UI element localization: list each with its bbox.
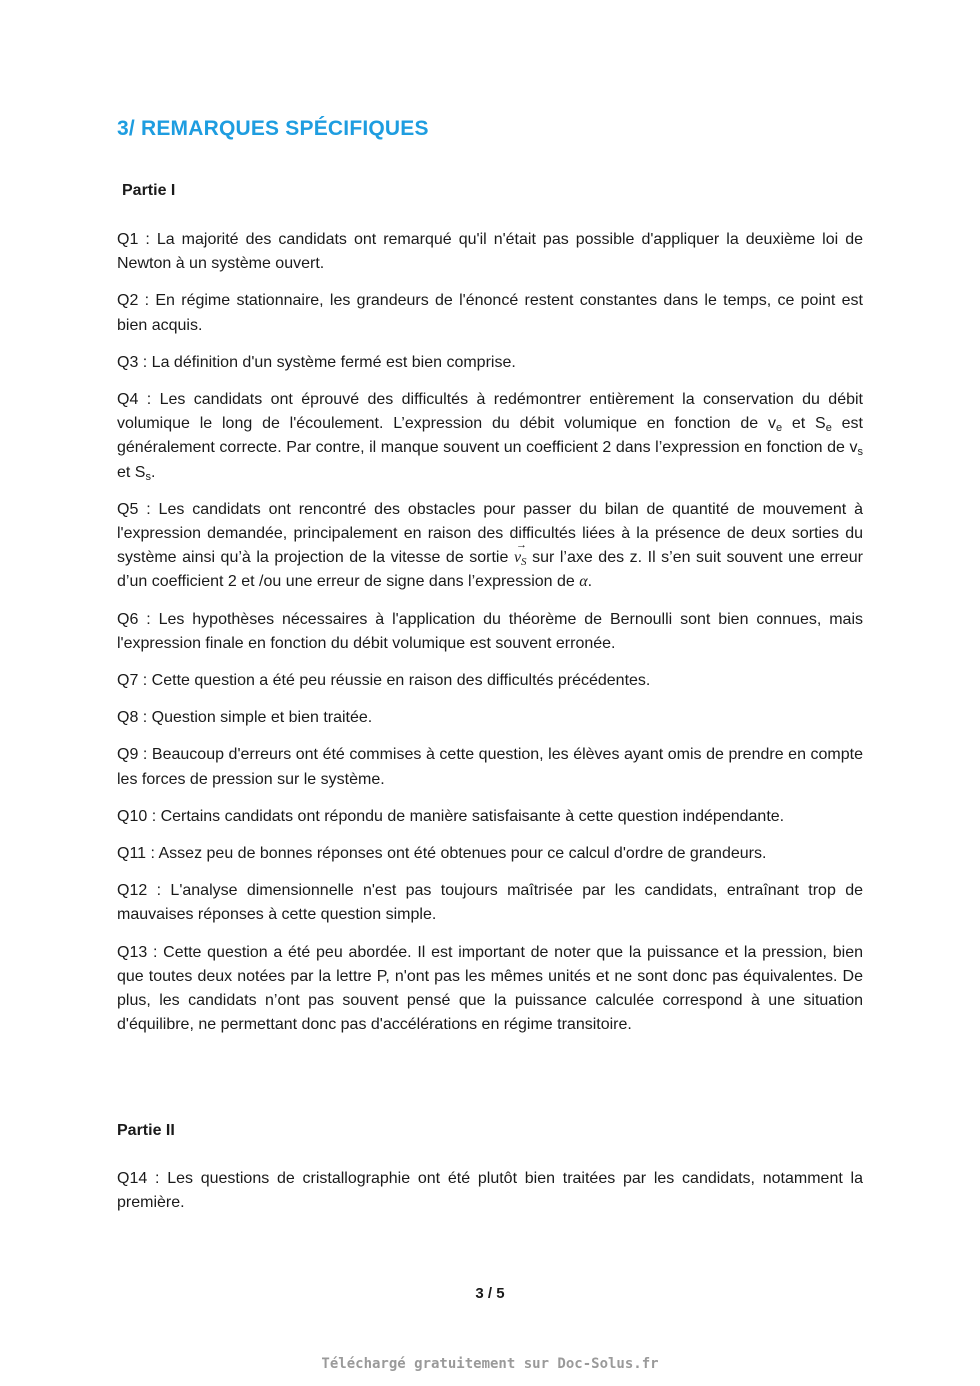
- page-number: 3 / 5: [475, 1285, 505, 1302]
- question-q11: Q11 : Assez peu de bonnes réponses ont été obtenues pour ce calcul d'ordre de grandeurs.: [117, 845, 767, 863]
- question-q8: Q8 : Question simple et bien traitée.: [117, 709, 373, 727]
- question-q6: Q6 : Les hypothèses nécessaires à l'application du théorème de Bernoulli sont bien connues, mais l'expression finale en fonction du débit volumique est souvent erronée.: [117, 610, 863, 652]
- question-q3: Q3 : La définition d'un système fermé est bien comprise.: [117, 353, 516, 371]
- question-q10: Q10 : Certains candidats ont répondu de manière satisfaisante à cette question indépendante.: [117, 807, 785, 825]
- question-q14: Q14 : Les questions de cristallographie ont été plutôt bien traitées par les candidats, notamment la première.: [117, 1170, 863, 1212]
- part-2-title: Partie II: [117, 1122, 175, 1139]
- question-q4: Q4 : Les candidats ont éprouvé des difficultés à redémontrer entièrement la conservation du débit volumique le long de l'écoulement. L’expression du débit volumique en fonction de $v_e$ et $S_e$ est généralement correcte. Par contre, il manque souvent un coefficient 2 dans l’expression en fonction de $v_s$ et $S_s$.: [117, 391, 863, 483]
- part-2-questions: [117, 1167, 863, 1228]
- question-q2: Q2 : En régime stationnaire, les grandeurs de l'énoncé restent constantes dans le temps, ce point est bien acquis.: [117, 292, 863, 334]
- footer-watermark: Téléchargé gratuitement sur Doc-Solus.fr: [321, 1356, 659, 1372]
- velocity-vector: → $v_S$: [514, 546, 527, 570]
- question-q12: Q12 : L'analyse dimensionnelle n'est pas toujours maîtrisée par les candidats, entraînant trop de mauvaises réponses à cette question simple.: [117, 882, 863, 924]
- question-q7: Q7 : Cette question a été peu réussie en raison des difficultés précédentes.: [117, 672, 651, 690]
- question-q5: Q5 : Les candidats ont rencontré des obstacles pour passer du bilan de quantité de mouvement à l'expression demandée, principalement en raison des difficultés liées à la présence de deux sorties du système ainsi qu’à la projection de la vitesse de sortie → $v_S$ sur l’axe des z. Il s’en suit souvent une erreur d’un coefficient 2 et /ou une erreur de signe dans l’expression de α.: [117, 498, 863, 595]
- question-q1: Q1 : La majorité des candidats ont remarqué qu'il n'était pas possible d'appliquer la deuxième loi de Newton à un système ouvert.: [117, 231, 863, 273]
- question-q9: Q9 : Beaucoup d'erreurs ont été commises à cette question, les élèves ayant omis de prendre en compte les forces de pression sur le système.: [117, 746, 863, 788]
- alpha-symbol: α: [579, 573, 588, 591]
- part-1-title: Partie I: [122, 182, 176, 199]
- question-q13: Q13 : Cette question a été peu abordée. Il est important de noter que la puissance et la pression, bien que toutes deux notées par la lettre P, n'ont pas les mêmes unités et ne sont donc pas équivalentes. De plus, les candidats n’ont pas souvent pensé que la puissance calculée correspond à une situation d'équilibre, ne permettant donc pas d'accélérations en régime transitoire.: [117, 943, 863, 1034]
- part-1-questions: [117, 228, 863, 1050]
- section-title: 3/ REMARQUES SPÉCIFIQUES: [117, 117, 429, 140]
